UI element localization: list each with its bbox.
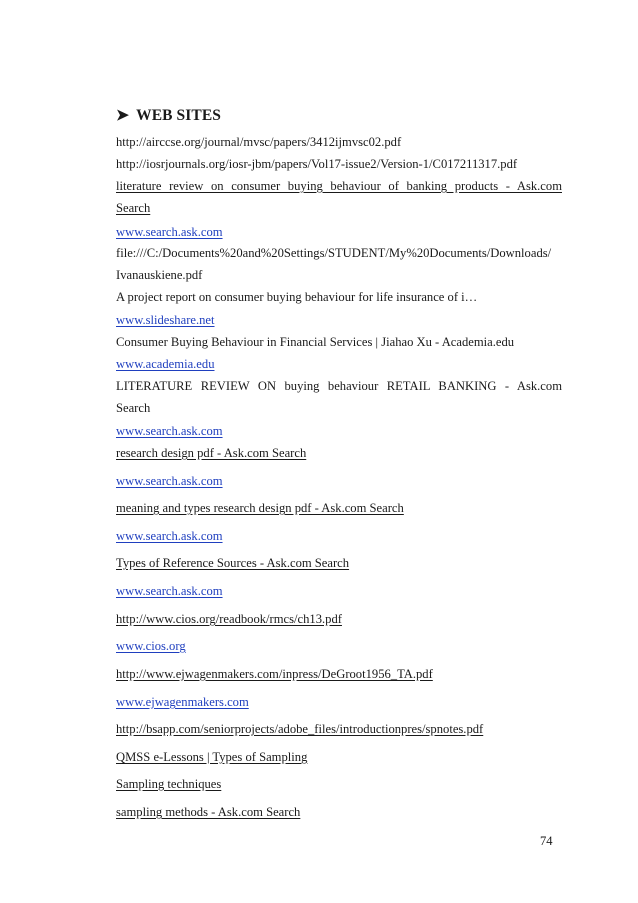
reference-link-24[interactable]: www.ejwagenmakers.com xyxy=(116,695,249,709)
section-title: WEB SITES xyxy=(136,107,221,124)
reference-link-16[interactable]: www.search.ask.com xyxy=(116,474,223,488)
page-number: 74 xyxy=(540,834,553,848)
reference-line-6: file:///C:/Documents%20and%20Settings/STUDENT/My%20Documents/Downloads/ xyxy=(116,246,552,260)
reference-link-26[interactable]: QMSS e-Lessons | Types of Sampling xyxy=(116,750,308,764)
reference-line-8: A project report on consumer buying behaviour for life insurance of i… xyxy=(116,290,478,304)
reference-link-17[interactable]: meaning and types research design pdf - Ask.com Search xyxy=(116,501,404,515)
reference-link-19[interactable]: Types of Reference Sources - Ask.com Search xyxy=(116,556,350,570)
reference-line-12: LITERATURE REVIEW ON buying behaviour RETAIL BANKING - Ask.com xyxy=(116,379,562,393)
reference-link-14[interactable]: www.search.ask.com xyxy=(116,424,223,438)
reference-link-5[interactable]: www.search.ask.com xyxy=(116,225,223,239)
reference-link-23[interactable]: http://www.ejwagenmakers.com/inpress/DeGroot1956_TA.pdf xyxy=(116,667,433,681)
reference-link-3[interactable]: literature review on consumer buying behaviour of banking products - Ask.com xyxy=(116,179,562,193)
reference-link-18[interactable]: www.search.ask.com xyxy=(116,529,223,543)
reference-line-7: Ivanauskiene.pdf xyxy=(116,268,203,282)
reference-link-25[interactable]: http://bsapp.com/seniorprojects/adobe_files/introductionpres/spnotes.pdf xyxy=(116,722,484,736)
section-heading xyxy=(116,106,221,125)
reference-link-15[interactable]: research design pdf - Ask.com Search xyxy=(116,446,307,460)
arrow-bullet-icon: ➤ xyxy=(116,107,130,124)
reference-link-28[interactable]: sampling methods - Ask.com Search xyxy=(116,805,301,819)
reference-link-27[interactable]: Sampling techniques xyxy=(116,777,222,791)
reference-line-2: http://iosrjournals.org/iosr-jbm/papers/Vol17-issue2/Version-1/C017211317.pdf xyxy=(116,157,518,171)
reference-link-11[interactable]: www.academia.edu xyxy=(116,357,215,371)
reference-link-22[interactable]: www.cios.org xyxy=(116,639,186,653)
reference-line-13: Search xyxy=(116,401,151,415)
reference-line-1: http://airccse.org/journal/mvsc/papers/3412ijmvsc02.pdf xyxy=(116,135,402,149)
reference-line-10: Consumer Buying Behaviour in Financial Services | Jiahao Xu - Academia.edu xyxy=(116,335,515,349)
reference-link-9[interactable]: www.slideshare.net xyxy=(116,313,215,327)
reference-link-20[interactable]: www.search.ask.com xyxy=(116,584,223,598)
reference-link-21[interactable]: http://www.cios.org/readbook/rmcs/ch13.pdf xyxy=(116,612,342,626)
reference-link-4[interactable]: Search xyxy=(116,201,151,215)
